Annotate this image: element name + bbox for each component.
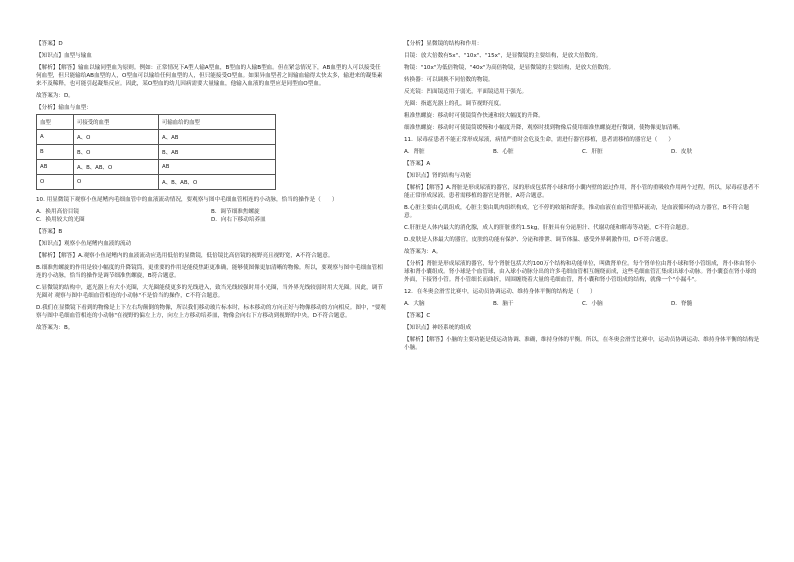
table-cell: A、AB (159, 130, 276, 145)
answer-11: 【答案】A (404, 161, 431, 167)
final-answer-9: 故答案为：D。 (36, 93, 74, 99)
analysis-11: 【分析】肾脏是形成尿液的器官，每个肾脏包括大约100万个结构和功能单位，叫做肾单位。每个肾单位由肾小球和肾小管组成，肾小体由肾小球和肾小囊组成。肾小球是个血管球，由入球小动脉分出的许多毛细血管相互缠绕而成，这些毛细血管汇集成出球小动脉。肾小囊套在肾小球的外面，下接肾小管。肾小管细长而曲折，周围缠绕着大量的毛细血管，肾小囊和肾小管组成的结构，就像一个"小漏斗"。 (404, 261, 757, 283)
knowledge-point-9: 【知识点】血型与输血 (36, 53, 92, 59)
explanation-10-c: C.显微镜的结构中，遮光器上有大小光圈，大光圈能使更多的光线进入，致当光线较强时用小光圈，当外界光线较弱时用大光圈。因此，调节光圈对 观察与图中毛细血管相连的小动脉"不是恰当的操作，C不符合题意。 (36, 285, 383, 299)
option-a: A．肾脏 (404, 149, 425, 155)
option-d: D．皮肤 (671, 149, 693, 155)
table-cell: B (37, 145, 74, 160)
option-a: A．大脑 (404, 301, 425, 307)
table-cell: B、AB (159, 145, 276, 160)
mirror-note: 反光镜：凹面镜适用于弱光，平面镜适用于强光。 (404, 89, 528, 95)
table-cell: A (37, 130, 74, 145)
aperture-note: 光圈：指遮光器上的孔，调节视野亮度。 (404, 101, 505, 107)
option-b: B．心脏 (493, 149, 514, 155)
question-11: 11．尿毒症患者不能正常形成尿液，病情严重时会危及生命，需进行器官移植，患者需移植的器官是（ ） (404, 137, 675, 143)
explanation-9: 【解析】【解答】输血以输同型血为原则。例如：正常情况下A型人输A型血，B型血的人输B型血。但在紧急情况下，AB血型的人可以接受任何血型，但只能输给AB血型的人，O型血可以输给任何血型的人，但只能接受O型血。如果异血型者之间输血输得太快太多，输进来的凝集素来不及稀释，也可能引起凝集反应。因此，某O型血的幼儿因病需要大量输血，他输入血液的血型应是同型血O型血。 (36, 65, 383, 87)
question-10: 10. 用显微镜下观察小鱼尾鳍内毛细血管中的血液流动情况，要观察与图中毛细血管相连的小动脉，恰当的操作是（ ） (36, 197, 338, 203)
explanation-11-d: D.皮肤是人体最大的器官，皮肤的功能有保护、分泌和排泄、调节体温、感受外界刺激作用，D不符合题意。 (404, 237, 672, 243)
option-c: C．肝脏 (582, 149, 603, 155)
final-answer-10: 故答案为：B。 (36, 325, 74, 331)
explanation-10-b: B.细准焦螺旋的作用是较小幅度的升降镜筒，更重要的作用是能使焦距更准确，能够使图像更加清晰的物像。所以，要观察与图中毛细血管相连的小动脉，恰当的操作是调节细准焦螺旋，B符合题意。 (36, 265, 383, 279)
table-cell: B、O (74, 145, 159, 160)
question-11-options (404, 148, 760, 156)
table-row (37, 160, 276, 175)
analysis-9: 【分析】输血与血型： (36, 105, 92, 111)
question-12-options (404, 300, 760, 308)
explanation-11-c: C.肝脏是人体内最大的消化腺，成人的肝脏重约1.5kg，肝脏具有分泌胆汁、代谢功能和解毒等功能，C不符合题意。 (404, 225, 693, 231)
fine-focus-note: 细准焦螺旋：移动时可使镜筒缓慢和小幅度升降，观察时找到物像后使用细准焦螺旋进行微调，使物像更加清晰。 (404, 125, 684, 131)
option-d: D．向右下移动培养皿 (211, 217, 266, 223)
explanation-10-a: 【解析】【解答】A.观察小鱼尾鳍内的血液流动应选用低倍的显微镜，低倍镜比高倍镜的视野亮且视野宽，A不符合题意。 (36, 253, 334, 259)
blood-type-table (36, 114, 276, 190)
table-row (37, 130, 276, 145)
table-row (37, 175, 276, 190)
answer-10: 【答案】B (36, 229, 63, 235)
coarse-focus-note: 粗准焦螺旋：移动时可使镜筒作快速和较大幅度的升降。 (404, 113, 544, 119)
analysis-10: 【分析】显微镜的结构和作用： (404, 41, 483, 47)
objective-note: 物镜："10x"为低倍物镜，"40x"为高倍物镜，是显微镜的主要结构，是放大倍数的。 (404, 65, 615, 71)
table-cell: A、B、AB、O (74, 160, 159, 175)
table-header-cell: 可接受的血型 (74, 115, 159, 130)
table-cell: AB (37, 160, 74, 175)
question-10-options (36, 208, 386, 224)
eyepiece-note: 目镜：放大倍数有5x"、"10x"、"15x"，是显微镜的主要结构，是放大倍数的。 (404, 53, 602, 59)
table-cell: O (37, 175, 74, 190)
option-b: B．调节细准焦螺旋 (211, 209, 260, 215)
table-cell: AB (159, 160, 276, 175)
final-answer-11: 故答案为：A。 (404, 249, 442, 255)
question-12: 12．在冬奥会滑雪比赛中，运动员协调运动、维持身体平衡的结构是（ ） (404, 289, 596, 295)
table-header-cell: 血型 (37, 115, 74, 130)
right-column (404, 40, 760, 356)
left-column (36, 40, 386, 336)
table-header-cell: 可输血给的血型 (159, 115, 276, 130)
converter-note: 转换器：可以调换不同倍数的物镜。 (404, 77, 494, 83)
explanation-12: 【解析】【解答】小脑的主要功能是使运动协调、准确，维持身体的平衡。所以，在冬奥会滑雪比赛中，运动员协调运动、维持身体平衡的结构是小脑。 (404, 337, 760, 351)
table-cell: A、O (74, 130, 159, 145)
knowledge-point-12: 【知识点】神经系统的组成 (404, 325, 472, 331)
knowledge-point-10: 【知识点】观察小鱼尾鳍内血液的流动 (36, 241, 132, 247)
option-b: B．脑干 (493, 301, 514, 307)
option-c: C．小脑 (582, 301, 603, 307)
answer-9: 【答案】D (36, 41, 63, 47)
explanation-10-d: D.我们在显微镜下看到的物像是上下左右均颠倒的物像，所以我们移动玻片标本时，标本移动的方向正好与物像移动的方向相反。图中，"要观察与图中毛细血管相连的小动脉"在视野的偏左上方，向左上方移动培养皿，物像会向右下方移动到视野的中央，D不符合题意。 (36, 305, 386, 319)
option-a: A．换用高倍目镜 (36, 209, 79, 215)
table-cell: O (74, 175, 159, 190)
explanation-11-a: 【解析】【解答】A.肾脏是形成尿液的器官，尿的形成包括肾小球和肾小囊内壁的滤过作用，肾小管的重吸收作用两个过程，所以，尿毒症患者不能正常形成尿液，患者需移植的器官是肾脏，A符合题意。 (404, 185, 760, 199)
knowledge-point-11: 【知识点】肾的结构与功能 (404, 173, 472, 179)
option-c: C．换用较大的光圈 (36, 217, 85, 223)
table-cell: A、B、AB、O (159, 175, 276, 190)
table-row (37, 145, 276, 160)
option-d: D．脊髓 (671, 301, 693, 307)
table-header-row (37, 115, 276, 130)
explanation-11-b: B.心脏主要由心肌组成，心脏主要由肌肉组织构成，它不停的收缩和舒张，推动血液在血管里循环流动，是血液循环的动力器官，B不符合题意。 (404, 205, 750, 219)
answer-12: 【答案】C (404, 313, 431, 319)
